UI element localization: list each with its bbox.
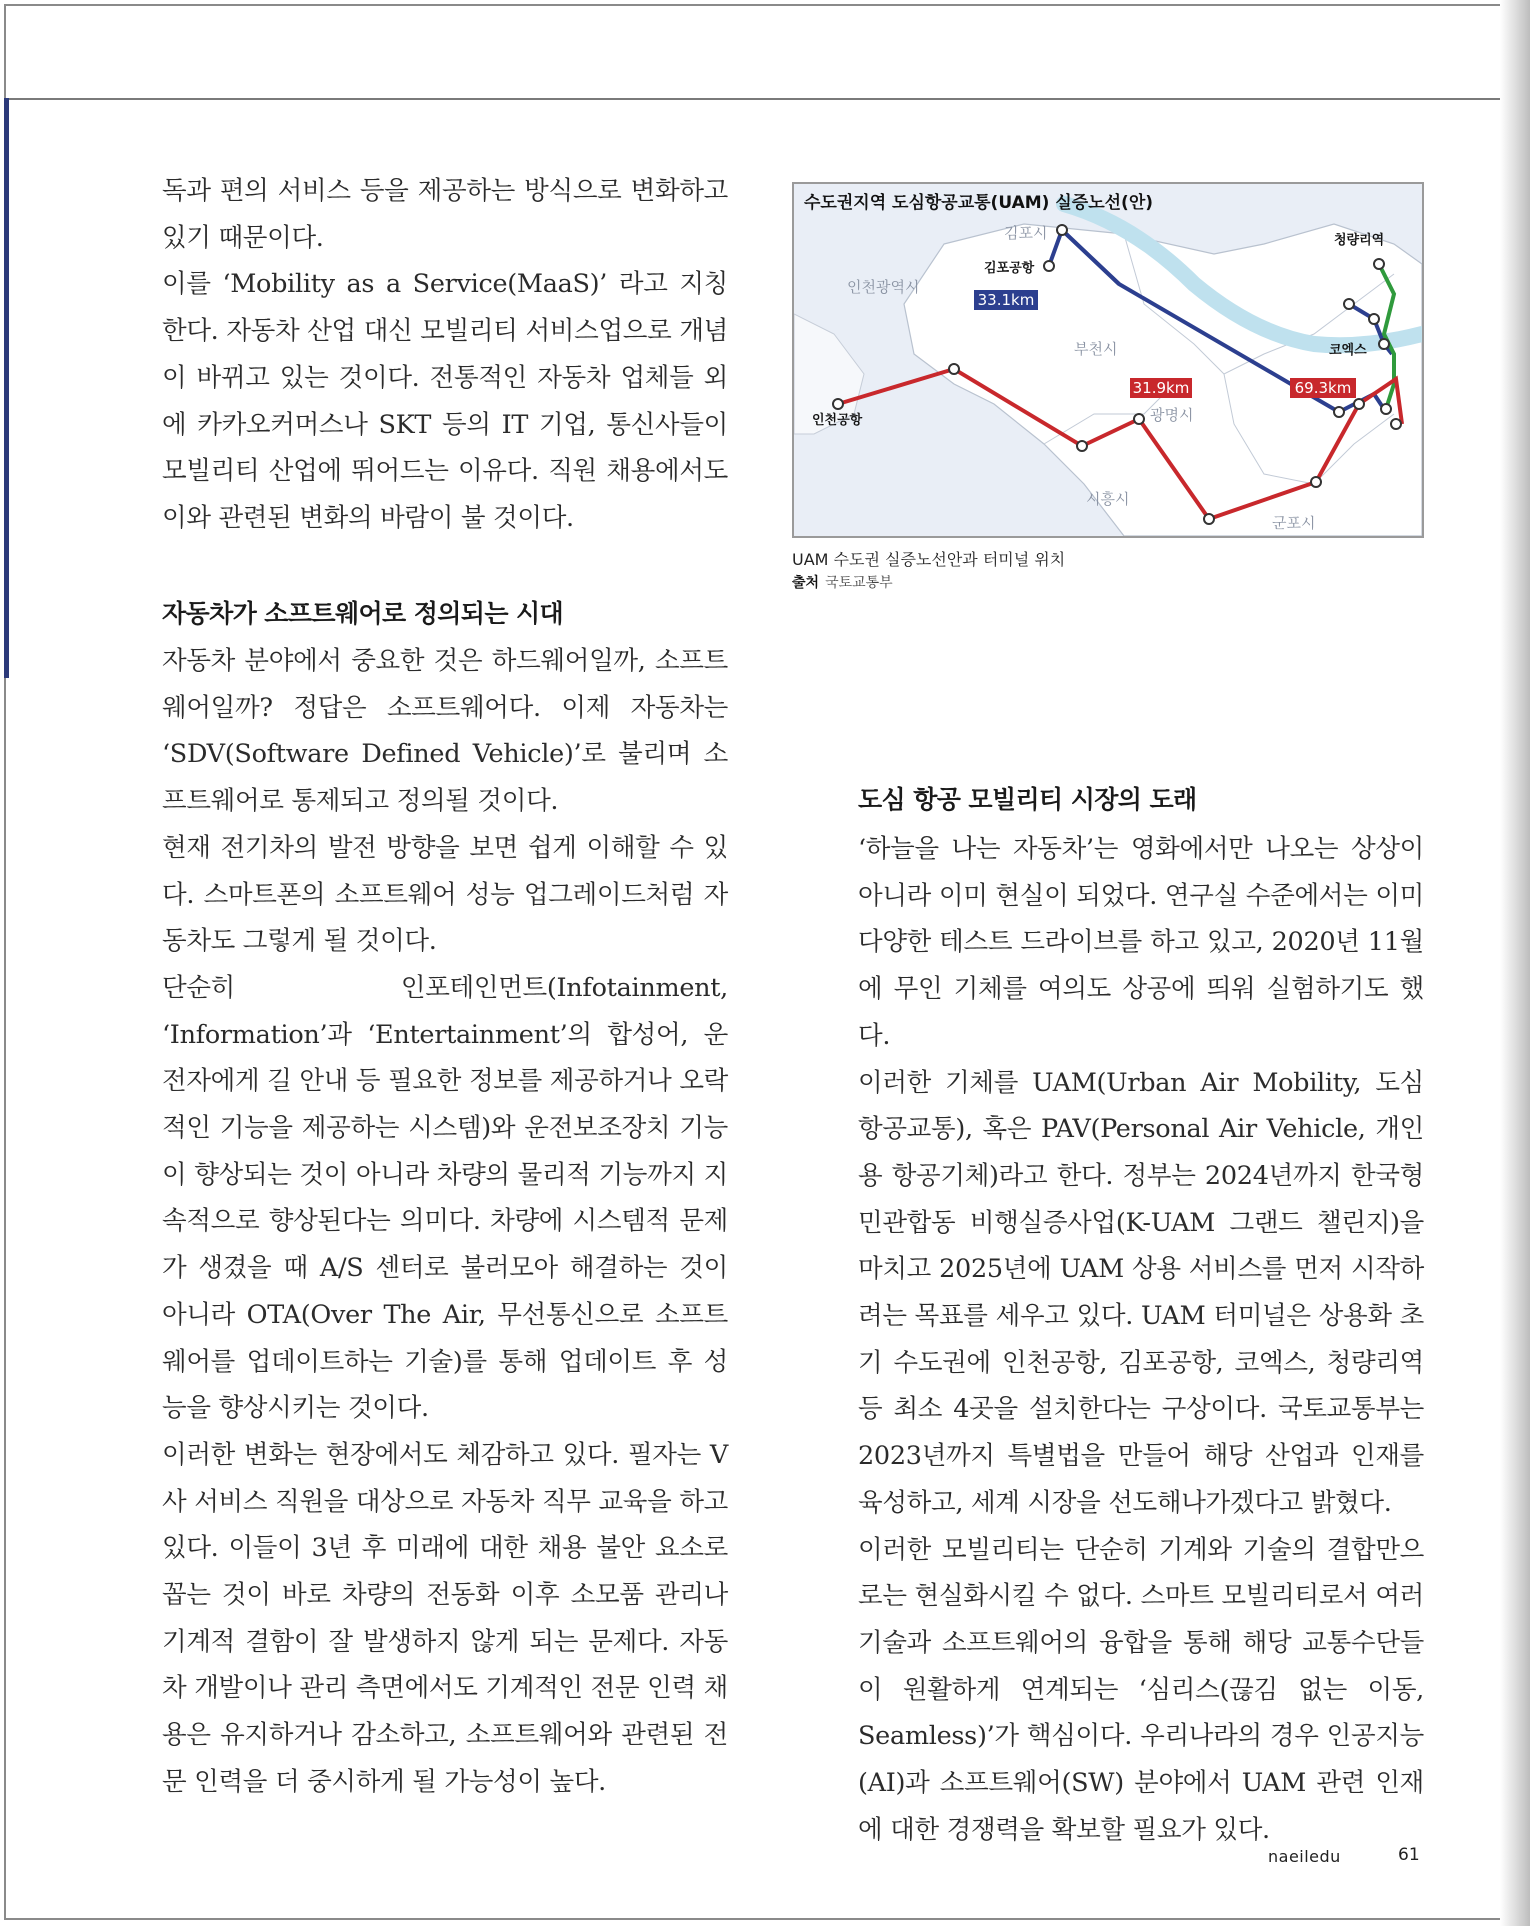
node-gimpo	[1057, 225, 1067, 235]
section-heading-sdv: 자동차가 소프트웨어로 정의되는 시대	[162, 599, 564, 628]
node	[1391, 419, 1401, 429]
paragraph: 독과 편의 서비스 등을 제공하는 방식으로 변화하고 있기 때문이다.	[162, 176, 728, 253]
label-incheon-city: 인천광역시	[847, 278, 920, 296]
paragraph: 현재 전기차의 발전 방향을 보면 쉽게 이해할 수 있다. 스마트폰의 소프트웨어 성능 업그레이드처럼 자동차도 그렇게 될 것이다.	[162, 832, 728, 957]
distance-red-right: 69.3km	[1294, 379, 1352, 397]
node	[1379, 339, 1389, 349]
paragraph: 이러한 변화는 현장에서도 체감하고 있다. 필자는 V사 서비스 직원을 대상으로 자동차 직무 교육을 하고 있다. 이들이 3년 후 미래에 대한 채용 불안 요소로 꼽는 것이 바로 차량의 전동화 이후 소모품 관리나 기계적 결함이 잘 발생하지 않게 되는 문제다. 자동차 개발이나 관리 측면에서도 기계적인 전문 인력 채용은 유지하거나 감소하고, 소프트웨어와 관련된 전문 인력을 더 중시하게 될 가능성이 높다.	[162, 1439, 728, 1797]
uam-route-map	[792, 182, 1424, 538]
node-gimpo-airport	[1044, 261, 1054, 271]
label-incheon-airport: 인천공항	[812, 413, 863, 428]
map-source	[792, 572, 893, 592]
map-title: 수도권지역 도심항공교통(UAM) 실증노선(안)	[804, 193, 1154, 213]
paragraph: 자동차 분야에서 중요한 것은 하드웨어일까, 소프트웨어일까? 정답은 소프트웨어다. 이제 자동차는 ‘SDV(Software Defined Vehicle)’로 불리며 소프트웨어로 통제되고 정의될 것이다.	[162, 646, 728, 817]
page-edge-shadow	[1500, 0, 1530, 1926]
node	[1311, 477, 1321, 487]
source-value: 국토교통부	[825, 575, 893, 591]
paragraph: 이를 ‘Mobility as a Service(MaaS)’ 라고 지칭한다. 자동차 산업 대신 모빌리티 서비스업으로 개념이 바뀌고 있는 것이다. 전통적인 자동차 업체들 외에 카카오커머스나 SKT 등의 IT 기업, 통신사들이 모빌리티 산업에 뛰어드는 이유다. 직원 채용에서도 이와 관련된 변화의 바람이 불 것이다.	[162, 269, 728, 533]
right-column-body	[858, 826, 1424, 1853]
label-siheung: 시흥시	[1086, 490, 1130, 508]
node	[1204, 514, 1214, 524]
node	[1334, 407, 1344, 417]
page-number: 61	[1398, 1845, 1420, 1865]
node	[1134, 414, 1144, 424]
node	[949, 364, 959, 374]
paragraph: 이러한 모빌리티는 단순히 기계와 기술의 결합만으로는 현실화시킬 수 없다. 스마트 모빌리티로서 여러 기술과 소프트웨어의 융합을 통해 해당 교통수단들이 원활하게 연계되는 ‘심리스(끊김 없는 이동, Seamless)’가 핵심이다. 우리나라의 경우 인공지능(AI)과 소프트웨어(SW) 분야에서 UAM 관련 인재에 대한 경쟁력을 확보할 필요가 있다.	[858, 1534, 1424, 1845]
node-cheongnyangni	[1374, 259, 1384, 269]
paragraph: 이러한 기체를 UAM(Urban Air Mobility, 도심 항공교통), 혹은 PAV(Personal Air Vehicle, 개인용 항공기체)라고 한다. 정부는 2024년까지 한국형 민관합동 비행실증사업(K-UAM 그랜드 챌린지)을 마치고 2025년에 UAM 상용 서비스를 먼저 시작하려는 목표를 세우고 있다. UAM 터미널은 상용화 초기 수도권에 인천공항, 김포공항, 코엑스, 청량리역 등 최소 4곳을 설치한다는 구상이다. 국토교통부는 2023년까지 특별법을 만들어 해당 산업과 인재를 육성하고, 세계 시장을 선도해나가겠다고 밝혔다.	[858, 1067, 1424, 1518]
distance-red-mid: 31.9km	[1132, 379, 1190, 397]
label-gunpo: 군포시	[1272, 514, 1316, 532]
node-coex	[1381, 404, 1391, 414]
header-bar	[6, 6, 1512, 100]
left-column-intro	[162, 168, 728, 542]
paragraph: 단순히 인포테인먼트(Infotainment, ‘Information’과 ‘Entertainment’의 합성어, 운전자에게 길 안내 등 필요한 정보를 제공하거나 오락적인 기능을 제공하는 시스템)와 운전보조장치 기능이 향상되는 것이 아니라 차량의 물리적 기능까지 지속적으로 향상된다는 의미다. 차량에 시스템적 문제가 생겼을 때 A/S 센터로 불러모아 해결하는 것이 아니라 OTA(Over The Air, 무선통신으로 소프트웨어를 업데이트하는 기술)를 통해 업데이트 후 성능을 향상시키는 것이다.	[162, 972, 728, 1424]
label-cheongnyangni: 청량리역	[1334, 233, 1385, 248]
left-column-body	[162, 638, 728, 1806]
node-incheon-airport	[833, 399, 843, 409]
node	[1354, 399, 1364, 409]
map-caption: UAM 수도권 실증노선안과 터미널 위치	[792, 550, 1066, 569]
paragraph: ‘하늘을 나는 자동차’는 영화에서만 나오는 상상이 아니라 이미 현실이 되었다. 연구실 수준에서는 이미 다양한 테스트 드라이브를 하고 있고, 2020년 11월에 무인 기체를 여의도 상공에 띄워 실험하기도 했다.	[858, 834, 1424, 1051]
label-gimpo-airport: 김포공항	[984, 261, 1035, 276]
label-coex: 코엑스	[1329, 343, 1367, 358]
footer-brand: naeiledu	[1268, 1847, 1341, 1866]
node	[1077, 441, 1087, 451]
source-label: 출처	[792, 575, 820, 591]
node	[1344, 299, 1354, 309]
section-heading-uam: 도심 항공 모빌리티 시장의 도래	[858, 785, 1197, 814]
label-gwangmyeong: 광명시	[1150, 406, 1194, 424]
map-graphic	[794, 184, 1422, 536]
label-gimpo-city: 김포시	[1004, 224, 1048, 242]
node	[1369, 314, 1379, 324]
left-accent-bar	[4, 98, 9, 678]
distance-blue: 33.1km	[977, 291, 1035, 309]
label-bucheon: 부천시	[1074, 340, 1118, 358]
